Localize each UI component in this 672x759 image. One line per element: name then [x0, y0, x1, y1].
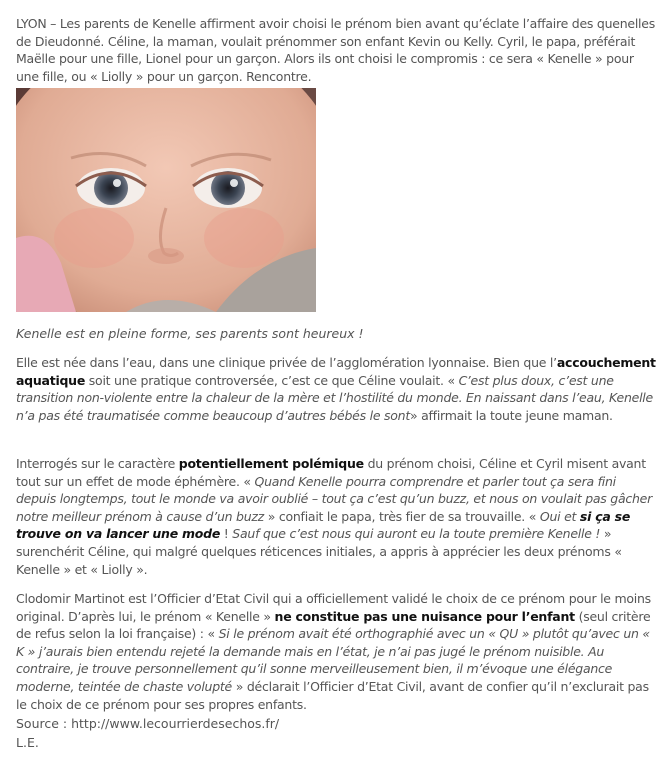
text-span: » déclarait l’Officier d’Etat Civil, avant de confier qu’il n’exclurait pas le choix de ce prénom pour ses propres enfants.	[16, 678, 649, 712]
text-span: (seul critère de refus selon la loi française) : «	[16, 608, 651, 642]
paragraph-controversy	[16, 455, 656, 578]
intro-paragraph: LYON – Les parents de Kenelle affirment avoir choisi le prénom bien avant qu’éclate l’affaire des quenelles de Dieudonné. Céline, la maman, voulait prénommer son enfant Kevin ou Kelly. Cyril, le papa, préférait Maëlle pour une fille, Lionel pour un garçon. Alors ils ont choisi le compromis : ce sera « Kenelle » pour une fille, ou « Liolly » pour un garçon. Rencontre.	[16, 16, 655, 84]
author-signature: L.E.	[16, 735, 39, 750]
photo-caption: Kenelle est en pleine forme, ses parents sont heureux !	[16, 326, 364, 341]
quote-text: C’est plus doux, c’est une transition non-violente entre la chaleur de la mère et l’hostilité du monde. En naissant dans l’eau, Kenelle n’a pas été traumatisée comme beaucoup d’autres bébés le sont	[16, 372, 653, 423]
baby-photo	[16, 88, 316, 312]
quote-text: Sauf que c’est nous qui auront eu la toute première Kenelle !	[232, 526, 601, 542]
paragraph-civil-officer	[16, 590, 656, 713]
bold-text: ne constitue pas une nuisance pour l’enfant	[274, 608, 575, 624]
quote-text: Quand Kenelle pourra comprendre et parler tout ça sera fini depuis longtemps, tout le monde va avoir oublié – tout ça c’est qu’un buzz, et nous on voulait pas gâcher notre meilleur prénom à cause d’un buzz	[16, 473, 652, 524]
text-span: Interrogés sur le caractère	[16, 456, 179, 471]
bold-text: accouchement aquatique	[16, 355, 656, 388]
text-span: » confiait le papa, très fier de sa trouvaille. «	[264, 508, 540, 524]
quote-text: Si le prénom avait été orthographié avec un « QU » plutôt qu’avec un « K » j’aurais bien entendu rejeté la demande mais en l’état, je n’ai pas jugé le prénom nuisible. Au contraire, je trouve personnellement qu’il sonne merveilleusement bien, il m’évoque une élégance moderne, teintée de chaste volupté	[16, 626, 650, 694]
source-line: Source : http://www.lecourrierdesechos.fr/	[16, 716, 280, 731]
text-span: soit une pratique controversée, c’est ce que Céline voulait. «	[85, 372, 459, 388]
text-span: !	[220, 526, 233, 542]
paragraph-birth	[16, 354, 656, 424]
text-span: » surenchérit Céline, qui malgré quelques réticences initiales, a appris à apprécier les deux prénoms « Kenelle » et « Liolly ».	[16, 526, 622, 577]
text-span: du prénom choisi, Céline et Cyril misent avant tout sur un effet de mode éphémère. «	[16, 456, 646, 489]
bold-text: potentiellement polémique	[178, 456, 364, 471]
quote-text: Oui et	[539, 508, 580, 524]
text-span: Elle est née dans l’eau, dans une clinique privée de l’agglomération lyonnaise. Bien que l’	[16, 355, 557, 370]
bold-quote-text: si ça se trouve on va lancer une mode	[16, 508, 631, 542]
text-span: » affirmait la toute jeune maman.	[409, 407, 613, 423]
text-span: Clodomir Martinot est l’Officier d’Etat Civil qui a officiellement validé le choix de ce prénom pour le moins original. D’après lui, le prénom « Kenelle »	[16, 591, 651, 624]
